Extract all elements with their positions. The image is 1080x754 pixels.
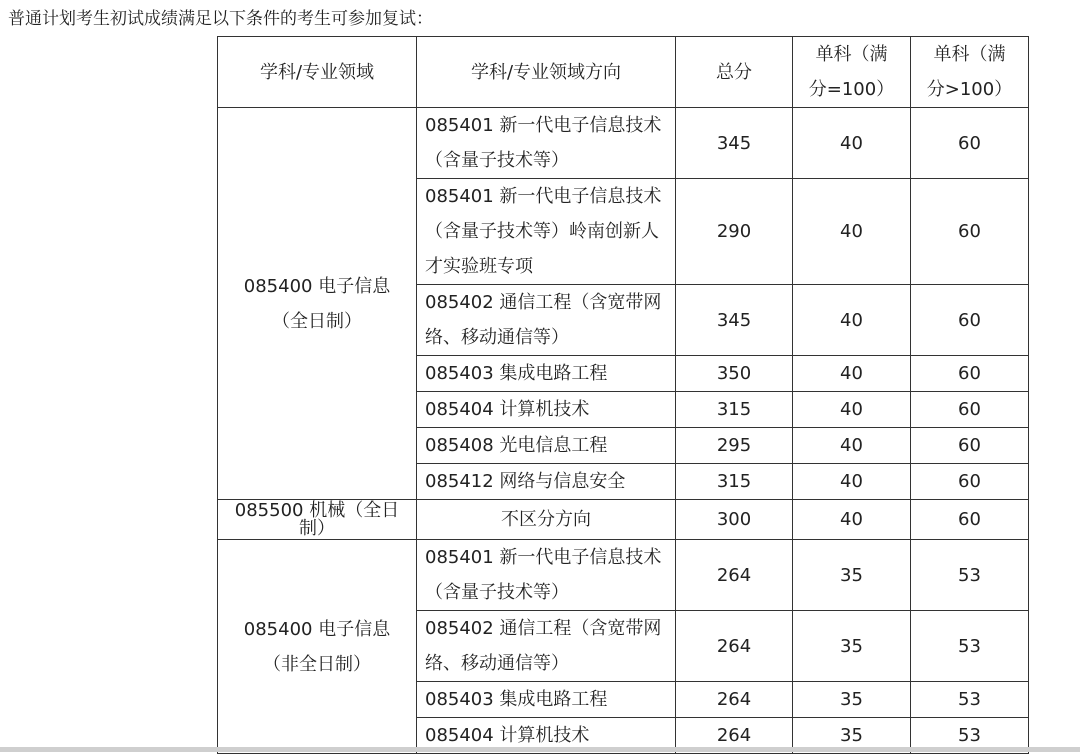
direction-cell: 085401 新一代电子信息技术（含量子技术等） xyxy=(417,540,676,611)
table-row xyxy=(218,108,1029,179)
single-gt100-cell: 60 xyxy=(911,500,1029,540)
total-cell: 345 xyxy=(676,108,793,179)
field-cell: 085400 电子信息（全日制） xyxy=(218,108,417,500)
total-cell: 264 xyxy=(676,540,793,611)
single-gt100-cell: 53 xyxy=(911,540,1029,611)
direction-cell: 085401 新一代电子信息技术（含量子技术等） xyxy=(417,108,676,179)
retest-score-table xyxy=(217,36,1029,754)
direction-cell: 085412 网络与信息安全 xyxy=(417,464,676,500)
total-cell: 264 xyxy=(676,682,793,718)
single-100-cell: 40 xyxy=(793,285,911,356)
single-100-cell: 35 xyxy=(793,540,911,611)
header-field: 学科/专业领域 xyxy=(218,37,417,108)
single-gt100-cell: 53 xyxy=(911,682,1029,718)
total-cell: 295 xyxy=(676,428,793,464)
single-gt100-cell: 60 xyxy=(911,285,1029,356)
single-100-cell: 40 xyxy=(793,392,911,428)
table-row xyxy=(218,540,1029,611)
header-row xyxy=(218,37,1029,108)
direction-cell: 085401 新一代电子信息技术（含量子技术等）岭南创新人才实验班专项 xyxy=(417,179,676,285)
single-gt100-cell: 60 xyxy=(911,428,1029,464)
total-cell: 264 xyxy=(676,611,793,682)
direction-cell: 085403 集成电路工程 xyxy=(417,356,676,392)
total-cell: 290 xyxy=(676,179,793,285)
total-cell: 315 xyxy=(676,392,793,428)
single-gt100-cell: 53 xyxy=(911,718,1029,754)
single-100-cell: 40 xyxy=(793,428,911,464)
single-100-cell: 40 xyxy=(793,464,911,500)
single-gt100-cell: 60 xyxy=(911,392,1029,428)
header-single-100: 单科（满 分=100） xyxy=(793,37,911,108)
single-100-cell: 40 xyxy=(793,356,911,392)
single-gt100-cell: 60 xyxy=(911,108,1029,179)
header-direction: 学科/专业领域方向 xyxy=(417,37,676,108)
direction-cell: 085402 通信工程（含宽带网络、移动通信等） xyxy=(417,611,676,682)
total-cell: 345 xyxy=(676,285,793,356)
single-100-cell: 35 xyxy=(793,611,911,682)
total-cell: 350 xyxy=(676,356,793,392)
single-gt100-cell: 60 xyxy=(911,464,1029,500)
direction-cell: 085404 计算机技术 xyxy=(417,392,676,428)
direction-cell: 085402 通信工程（含宽带网络、移动通信等） xyxy=(417,285,676,356)
single-100-cell: 40 xyxy=(793,108,911,179)
direction-cell: 085404 计算机技术 xyxy=(417,718,676,754)
field-cell: 085500 机械（全日制） xyxy=(218,500,417,540)
single-100-cell: 35 xyxy=(793,682,911,718)
direction-cell: 不区分方向 xyxy=(417,500,676,540)
total-cell: 315 xyxy=(676,464,793,500)
total-cell: 264 xyxy=(676,718,793,754)
single-gt100-cell: 60 xyxy=(911,356,1029,392)
header-total: 总分 xyxy=(676,37,793,108)
table-row xyxy=(218,500,1029,540)
header-single-gt100: 单科（满 分>100） xyxy=(911,37,1029,108)
single-gt100-cell: 60 xyxy=(911,179,1029,285)
single-gt100-cell: 53 xyxy=(911,611,1029,682)
total-cell: 300 xyxy=(676,500,793,540)
single-100-cell: 40 xyxy=(793,500,911,540)
single-100-cell: 35 xyxy=(793,718,911,754)
direction-cell: 085408 光电信息工程 xyxy=(417,428,676,464)
direction-cell: 085403 集成电路工程 xyxy=(417,682,676,718)
bottom-divider xyxy=(0,747,1080,752)
single-100-cell: 40 xyxy=(793,179,911,285)
intro-text: 普通计划考生初试成绩满足以下条件的考生可参加复试： xyxy=(8,9,433,29)
field-cell: 085400 电子信息（非全日制） xyxy=(218,540,417,754)
